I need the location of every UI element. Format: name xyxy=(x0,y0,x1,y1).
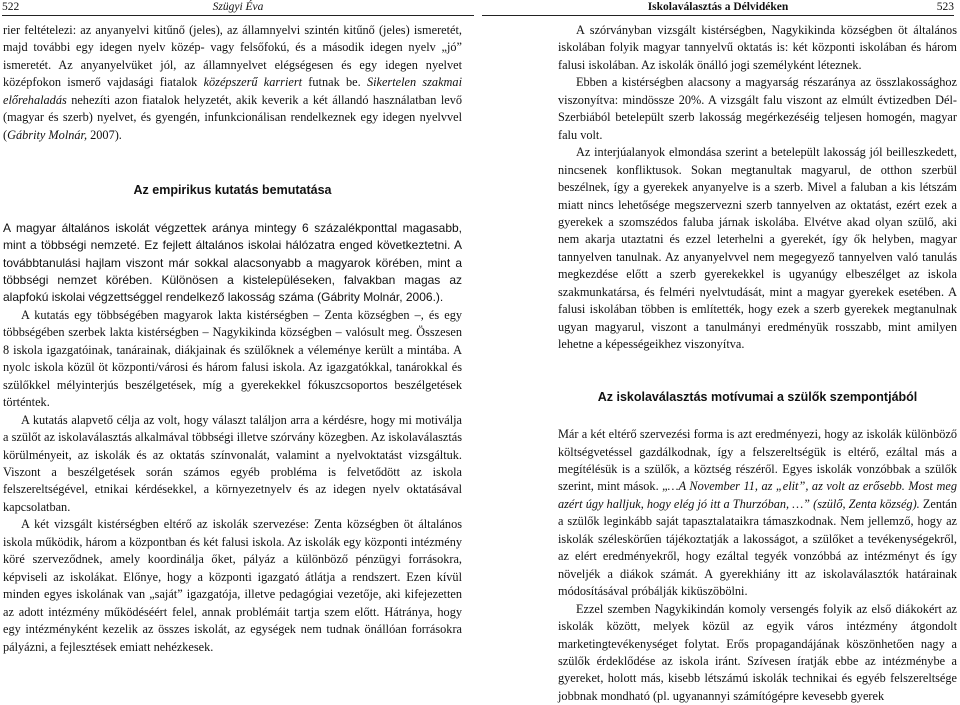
text-run: Zentán a szülők leginkább saját tapasztalataikra támaszkodnak. Nem jellemző, hogy az iskolák széleskörűen tájékoztatják a lakosságot, a szülőket a tevékenységekről, az elért eredményekről, hogy ezáltal tegyék vonzóbbá az intézményt és így növeljék a diákok számát. A gyerekhiány itt az iskolaválasztók határainak módosításával próbálják kiküszöbölni. xyxy=(558,496,957,599)
left-paragraph-4: A két vizsgált kistérségben eltérő az iskolák szervezése: Zenta községben öt általános iskola működik, három a központban és két falusi iskola. Az iskolák egy központi intézmény köré szerveződnek, amely koordinálja őket, pályáz a különböző pénzügyi forrásokra, képviseli az iskolákat. Előnye, hogy a központi igazgató átlátja a rendszert. Ezen kívül minden egyes iskolának van „saját” igazgatója, illetve pedagógiai vezetője, aki kifejezetten az adott intézmény működéséért felel, annak problémáit tartja szem előtt. Hátránya, hogy egy intézményként kezelik az összes iskolát, az egységek nem tudnak önállóan forrásokra pályázni, a fejlesztések emiatt nehézkesek. xyxy=(3,517,462,654)
left-continued-paragraph xyxy=(3,22,462,144)
right-page-number: 523 xyxy=(936,1,954,13)
left-running-head: Szügyi Éva xyxy=(212,1,264,13)
italic-run: középszerű karriert xyxy=(203,75,303,90)
right-text-column xyxy=(558,22,957,705)
right-paragraph-1: A szórványban vizsgált kistérségben, Nagykikinda községben öt általános iskolában folyik magyar tannyelvű oktatás is: két központi iskolában és három falusi iskolában. Az iskolák önálló jogi személyként léteznek. xyxy=(558,23,957,72)
section-heading-empirical: Az empirikus kutatás bemutatása xyxy=(133,183,332,198)
left-page-number: 522 xyxy=(2,1,20,13)
left-paragraph-2: A kutatás egy többségében magyarok lakta kistérségben – Zenta községben –, és egy többségében szerbek lakta kistérségben – Nagykikinda községben – valósult meg. Összesen 8 iskola igazgatóinak, tanárainak, diákjainak és szülőknek a véleménye került a mintába. A nyolc iskola közül öt központi/városi és három falusi iskola. Az igazgatókkal, tanárokkal és szülőkkel mélyinterjús beszélgetések, míg a gyerekekkel fókuszcsoportos beszélgetések történtek. xyxy=(3,307,462,410)
left-paragraph-3: A kutatás alapvető célja az volt, hogy választ találjon arra a kérdésre, hogy mi motiválja a szülőt az iskolaválasztás alkalmával többségi illetve szórvány közegben. Az iskolaválasztás körülményeit, az iskolák és az oktatás színvonalát, valamint a nyelvoktatást vizsgáltuk. Viszont a beszélgetések során számos egyéb probléma is felvetődött az iskola felszereltségével, etnikai kérdésekkel, a környezetnyelv és az idegen nyelv oktatásával kapcsolatban. xyxy=(3,412,462,514)
text-run: nehezíti azon fiatalok helyzetét, akik keverik a két állandó használatban levő (magyar és szerb) nyelvet, és gyengén, infunkcionálisan rendelkeznek egy idegen nyelvvel ( xyxy=(3,92,462,142)
right-paragraph-5: Ezzel szemben Nagykikindán komoly versengés folyik az első diákokért az iskolák között, melyek közül az egyik város intézmény átgondolt marketingtevékenységet folytat. Erős propagandájának köszönhetően nagy a szülők érdeklődése az iskola iránt. Szívesen íratják ebbe az intézménybe a gyereket, holott más, kisebb létszámú iskolák technikai és egyéb felszereltsége jobbnak mondható (pl. ugyanannyi számítógépre kevesebb gyerek xyxy=(558,601,957,703)
left-running-header xyxy=(2,0,474,16)
italic-run: Sikertelen szakmai előrehaladás xyxy=(3,75,462,107)
right-running-head: Iskolaválasztás a Délvidéken xyxy=(647,1,789,13)
right-paragraph-2: Ebben a kistérségben alacsony a magyarság részaránya az összlakossághoz viszonyítva: mindössze 20%. A vizsgált falu viszont az elmúlt évtizedben Dél-Szerbiából betelepült szerb lakosság megérkezéséig teljesen homogén, magyar falu volt. xyxy=(558,75,957,142)
italic-run: Gábrity Molnár, xyxy=(7,127,88,142)
text-run: futnak be. xyxy=(302,75,367,90)
text-run: 2007). xyxy=(87,127,122,142)
text-run: Már a két eltérő szervezési forma is azt eredményezi, hogy az iskolák különböző költségvetéssel gazdálkodnak, így a felszereltségük is eltérő, ezáltal más a megítélésük is a szülők, a köztség részéről. Egyes iskolák vonzóbbak a szülők szerint, mint mások. „ xyxy=(558,427,957,494)
text-run: rier feltételezi: az anyanyelvi kitűnő (jeles), az államnyelvi szintén kitűnő (jeles) ismeretét, majd további egy idegen nyelv közép- vagy felsőfokú, és a második idegen nyelv „jó” ismeretét. Az anyanyelvüket jól, az államnyelvet elégségesen és egy idegen nyelvet középfokon ismerő vajdasági fiatalok xyxy=(3,23,462,90)
left-paragraph-1: A magyar általános iskolát végzettek aránya mintegy 6 százalékponttal magasabb, mint a többségi nemzeté. Ez fejlett általános iskolai hálózatra enged következtetni. A továbbtanulási hajlam viszont már sokkal alacsonyabb a magyarok körében, mint a többségi nemzet körében. Különösen a kistelepüléseken, falvakban magas az alapfokú iskolai végzettséggel rendelkező lakosság száma (Gábrity Molnár, 2006.). xyxy=(3,220,462,305)
right-running-header xyxy=(482,0,954,16)
section-heading-motives: Az iskolaválasztás motívumai a szülők szempontjából xyxy=(597,389,918,404)
right-paragraph-3: Az interjúalanyok elmondása szerint a betelepült lakosság jól beilleszkedett, nincsenek konfliktusok. Sokan megtanultak magyarul, de otthon szerbül beszélnek, így a gyerekek anyanyelve is a szerb. Mivel a faluban a kis létszám miatt nincs lehetősége megszervezni szerb tannyelven az oktatást, ezért ezek a gyerekek a szomszédos faluba járnak iskolába. Elvétve akad olyan szülő, aki nem akarja utaztatni és ezzel leterhelni a gyerekét, így ők helyben, magyar tannyelven tanulnak. Az anyanyelvvel nem megegyező tannyelven való tanulás megkezdése előtt a szerb gyerekekkel is ugyanúgy elbeszélget az iskola szakmunkatársa, és felméri nyelvtudását, mint a magyar gyerekek esetében. A falusi iskolában többen is említették, hogy ezek a szerb gyerekek megtanulnak ugyan magyarul, viszont a tanulmányi eredményük rosszabb, mint amilyen lehetne a képességeikhez viszonyítva. xyxy=(558,145,957,352)
right-paragraph-4 xyxy=(558,426,957,601)
italic-quote: …A November 11, az „elit”, az volt az erősebb. Most meg azért úgy halljuk, hogy elég jó itt a Thurzóban, …” (szülő, Zenta község). xyxy=(558,479,957,511)
left-text-column xyxy=(3,22,462,656)
